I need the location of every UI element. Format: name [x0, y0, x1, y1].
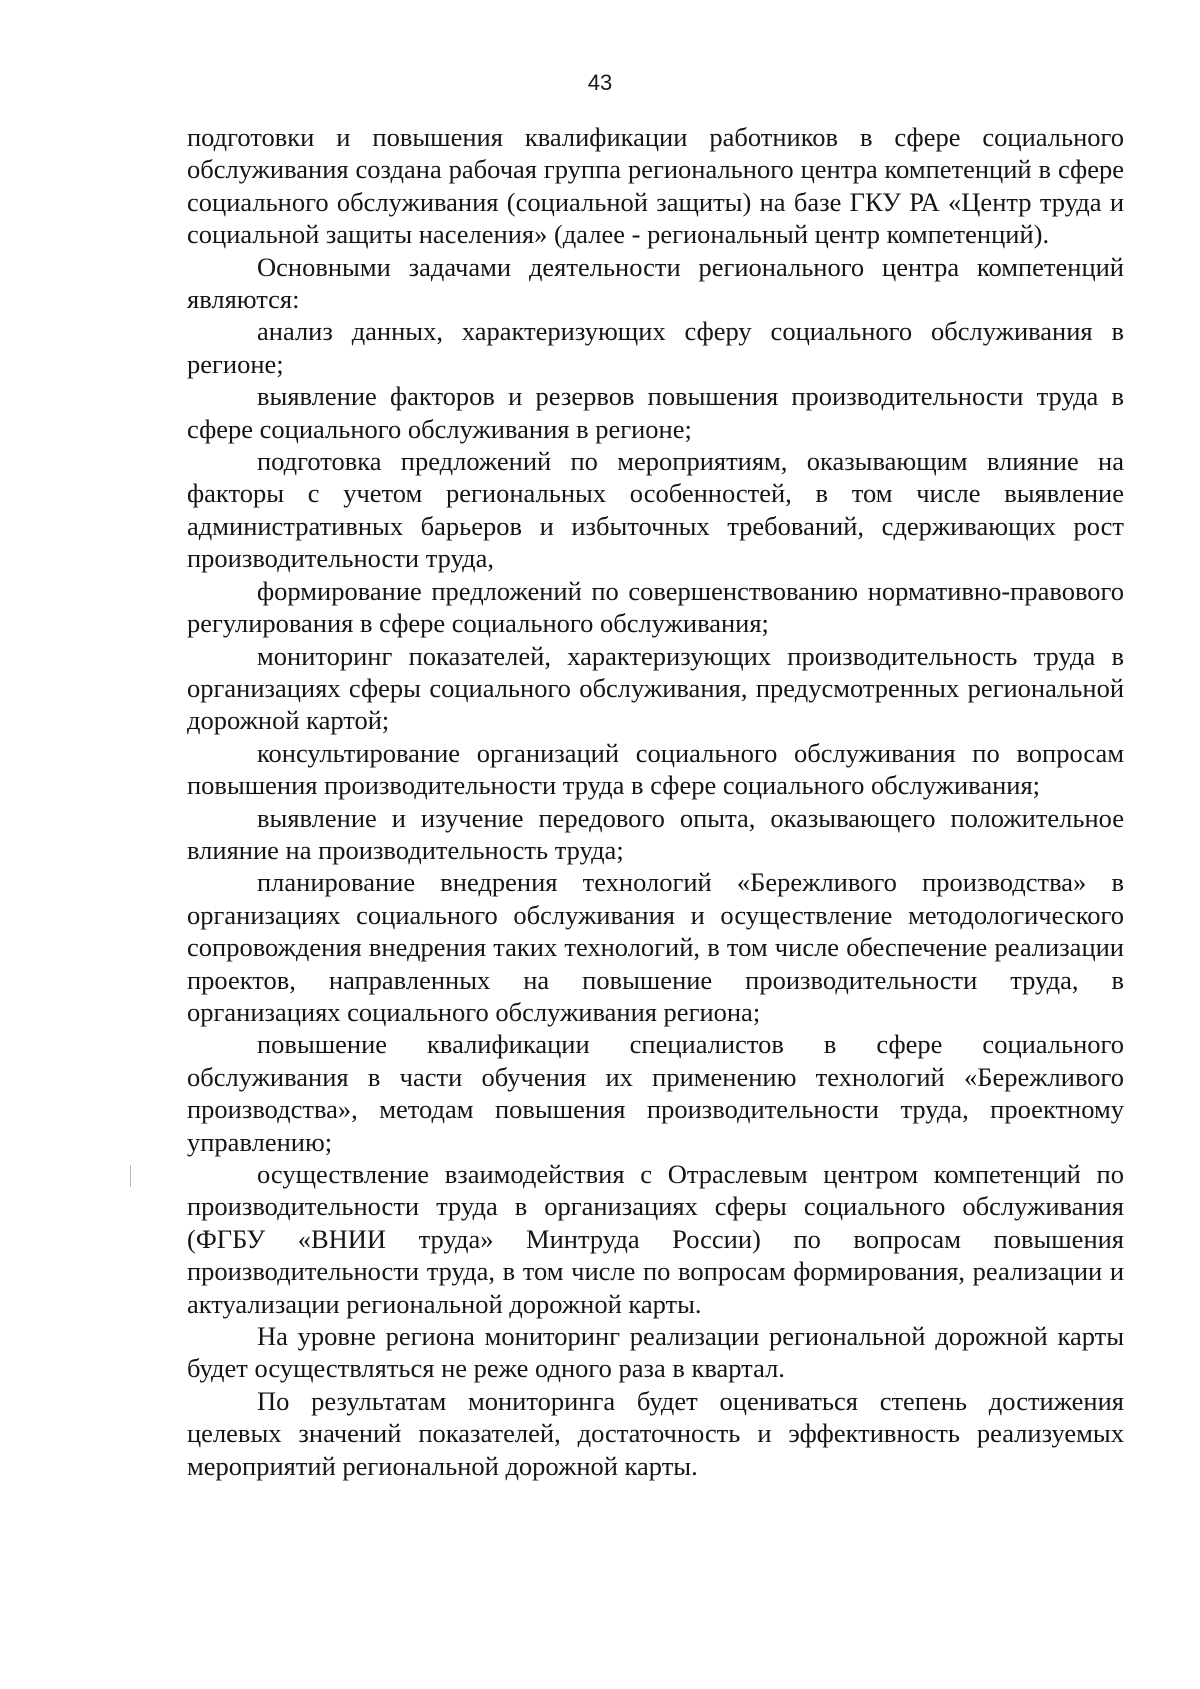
- paragraph-tasks-intro: Основными задачами деятельности регионального центра компетенций являются:: [187, 251, 1124, 315]
- paragraph-continuation: подготовки и повышения квалификации работников в сфере социального обслуживания создана рабочая группа регионального центра компетенций в сфере социального обслуживания (социальной защиты) на базе ГКУ РА «Центр труда и социальной защиты населения» (далее - региональный центр компетенций).: [187, 122, 1124, 250]
- paragraph-task-training: повышение квалификации специалистов в сфере социального обслуживания в части обучения их применению технологий «Бережливого производства», методам повышения производительности труда, проектному управлению;: [187, 1029, 1124, 1157]
- paragraph-monitoring-results: По результатам мониторинга будет оцениваться степень достижения целевых значений показателей, достаточность и эффективность реализуемых мероприятий региональной дорожной карты.: [187, 1385, 1124, 1481]
- paragraph-task-factors: выявление факторов и резервов повышения производительности труда в сфере социального обслуживания в регионе;: [187, 381, 1124, 444]
- scan-margin-mark: [130, 1165, 131, 1187]
- paragraph-task-proposals: подготовка предложений по мероприятиям, оказывающим влияние на факторы с учетом региональных особенностей, в том числе выявление административных барьеров и избыточных требований, сдерживающих рост производительности труда,: [187, 446, 1124, 574]
- paragraph-task-cooperation: осуществление взаимодействия с Отраслевым центром компетенций по производительности труда в организациях сферы социального обслуживания (ФГБУ «ВНИИ труда» Минтруда России) по вопросам повышения производительности труда, в том числе по вопросам формирования, реализации и актуализации региональной дорожной карты.: [187, 1159, 1124, 1319]
- paragraph-task-monitoring: мониторинг показателей, характеризующих производительность труда в организациях сферы социального обслуживания, предусмотренных региональной дорожной картой;: [187, 640, 1124, 736]
- paragraph-regional-monitoring: На уровне региона мониторинг реализации региональной дорожной карты будет осуществляться не реже одного раза в квартал.: [187, 1321, 1124, 1384]
- paragraph-task-regulation: формирование предложений по совершенствованию нормативно-правового регулирования в сфере социального обслуживания;: [187, 575, 1124, 639]
- document-body: [187, 121, 1124, 1482]
- paragraph-task-best-practice: выявление и изучение передового опыта, оказывающего положительное влияние на производительность труда;: [187, 802, 1124, 865]
- paragraph-task-analysis: анализ данных, характеризующих сферу социального обслуживания в регионе;: [187, 316, 1124, 379]
- paragraph-task-consulting: консультирование организаций социального обслуживания по вопросам повышения производительности труда в сфере социального обслуживания;: [187, 737, 1124, 801]
- paragraph-task-lean-planning: планирование внедрения технологий «Бережливого производства» в организациях социального обслуживания и осуществление методологического сопровождения внедрения таких технологий, в том числе обеспечение реализации проектов, направленных на повышение производительности труда, в организациях социального обслуживания региона;: [187, 867, 1124, 1027]
- page-number: 43: [587, 70, 613, 95]
